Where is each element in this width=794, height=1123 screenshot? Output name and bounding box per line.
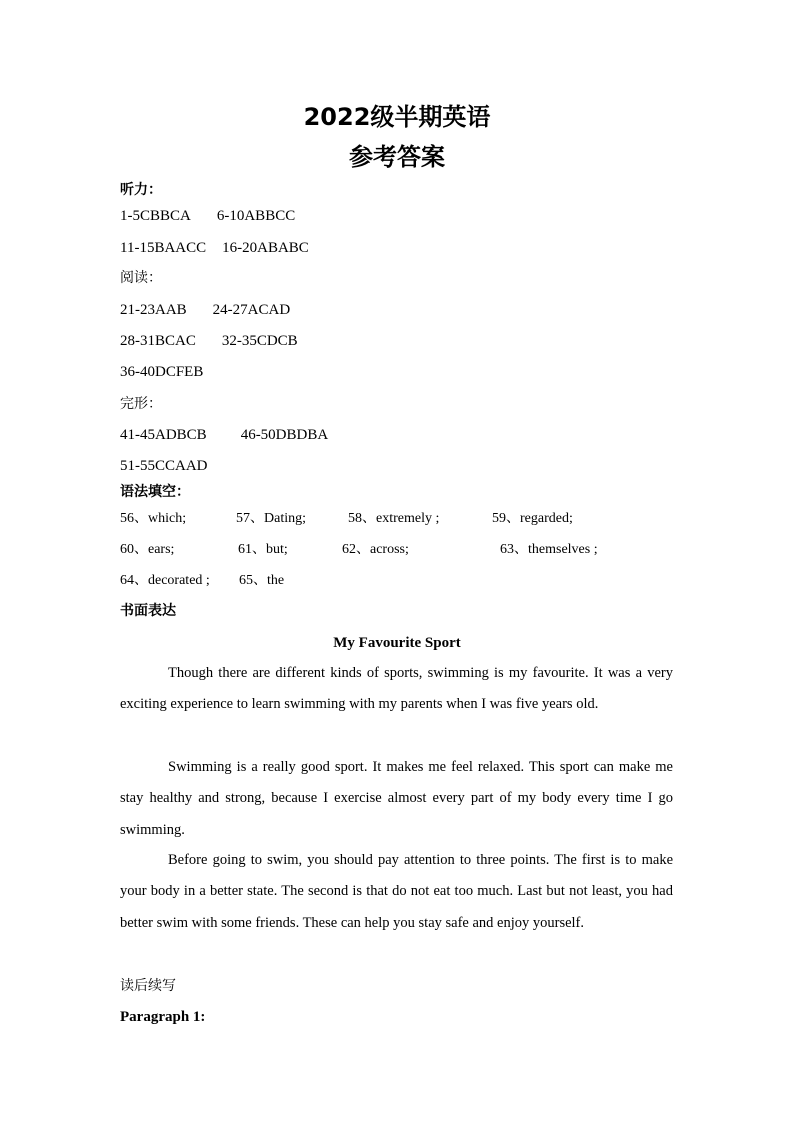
grammar-answer: 63、themselves ; (500, 542, 598, 557)
listening-row-1 (120, 206, 295, 226)
essay-paragraph-3: Before going to swim, you should pay attention to three points. The first is to make your body in a better state. The second is that do not eat too much. Last but not least, you had better swim with some friends. These can help you stay safe and enjoy yourself. (120, 852, 673, 931)
grammar-answer: 57、Dating; (236, 511, 306, 526)
answer-group: 32-35CDCB (221, 333, 298, 349)
grammar-answer: 62、across; (342, 542, 409, 557)
grammar-answer: 65、the (239, 573, 285, 588)
continuation-label: 读后续写 (120, 978, 176, 994)
answer-group: 51-55CCAAD (120, 458, 208, 474)
listening-label: 听力： (120, 182, 162, 198)
answer-group: 21-23AAB (120, 302, 187, 318)
reading-row-2 (120, 331, 298, 351)
answer-group: 11-15BAACC (120, 240, 207, 256)
essay-paragraph-2: Swimming is a really good sport. It makes me feel relaxed. This sport can make me stay healthy and strong, because I exercise almost every part of my body every time I go swimming. (120, 759, 673, 838)
reading-row-3 (120, 362, 203, 382)
grammar-label: 语法填空： (120, 484, 190, 500)
writing-label: 书面表达 (120, 603, 176, 619)
listening-row-2 (120, 238, 309, 258)
answer-group: 6-10ABBCC (216, 208, 296, 224)
essay-paragraph-1: Though there are different kinds of sports, swimming is my favourite. It was a very exciting experience to learn swimming with my parents when I was five years old. (120, 665, 673, 713)
grammar-answer: 64、decorated ; (120, 573, 210, 588)
page-subtitle: 参考答案 (349, 143, 445, 171)
answer-group: 1-5CBBCA (120, 208, 191, 224)
grammar-answer: 59、regarded; (492, 511, 573, 526)
essay-title: My Favourite Sport (333, 635, 461, 651)
grammar-answer: 58、extremely ; (348, 511, 440, 526)
answer-group: 46-50DBDBA (240, 427, 329, 443)
answer-group: 28-31BCAC (120, 333, 196, 349)
cloze-row-1 (120, 425, 328, 445)
paragraph-label: Paragraph 1: (120, 1009, 206, 1025)
answer-group: 16-20ABABC (222, 240, 309, 256)
grammar-answer: 61、but; (238, 542, 288, 557)
reading-label: 阅读： (120, 270, 162, 286)
answer-group: 41-45ADBCB (120, 427, 207, 443)
answer-group: 36-40DCFEB (120, 364, 204, 380)
cloze-label: 完形： (120, 396, 162, 412)
reading-row-1 (120, 300, 290, 320)
page-title: 2022级半期英语 (303, 103, 491, 131)
grammar-answer: 60、ears; (120, 542, 175, 557)
grammar-answer: 56、which; (120, 511, 187, 526)
cloze-row-2 (120, 456, 208, 476)
answer-group: 24-27ACAD (212, 302, 291, 318)
